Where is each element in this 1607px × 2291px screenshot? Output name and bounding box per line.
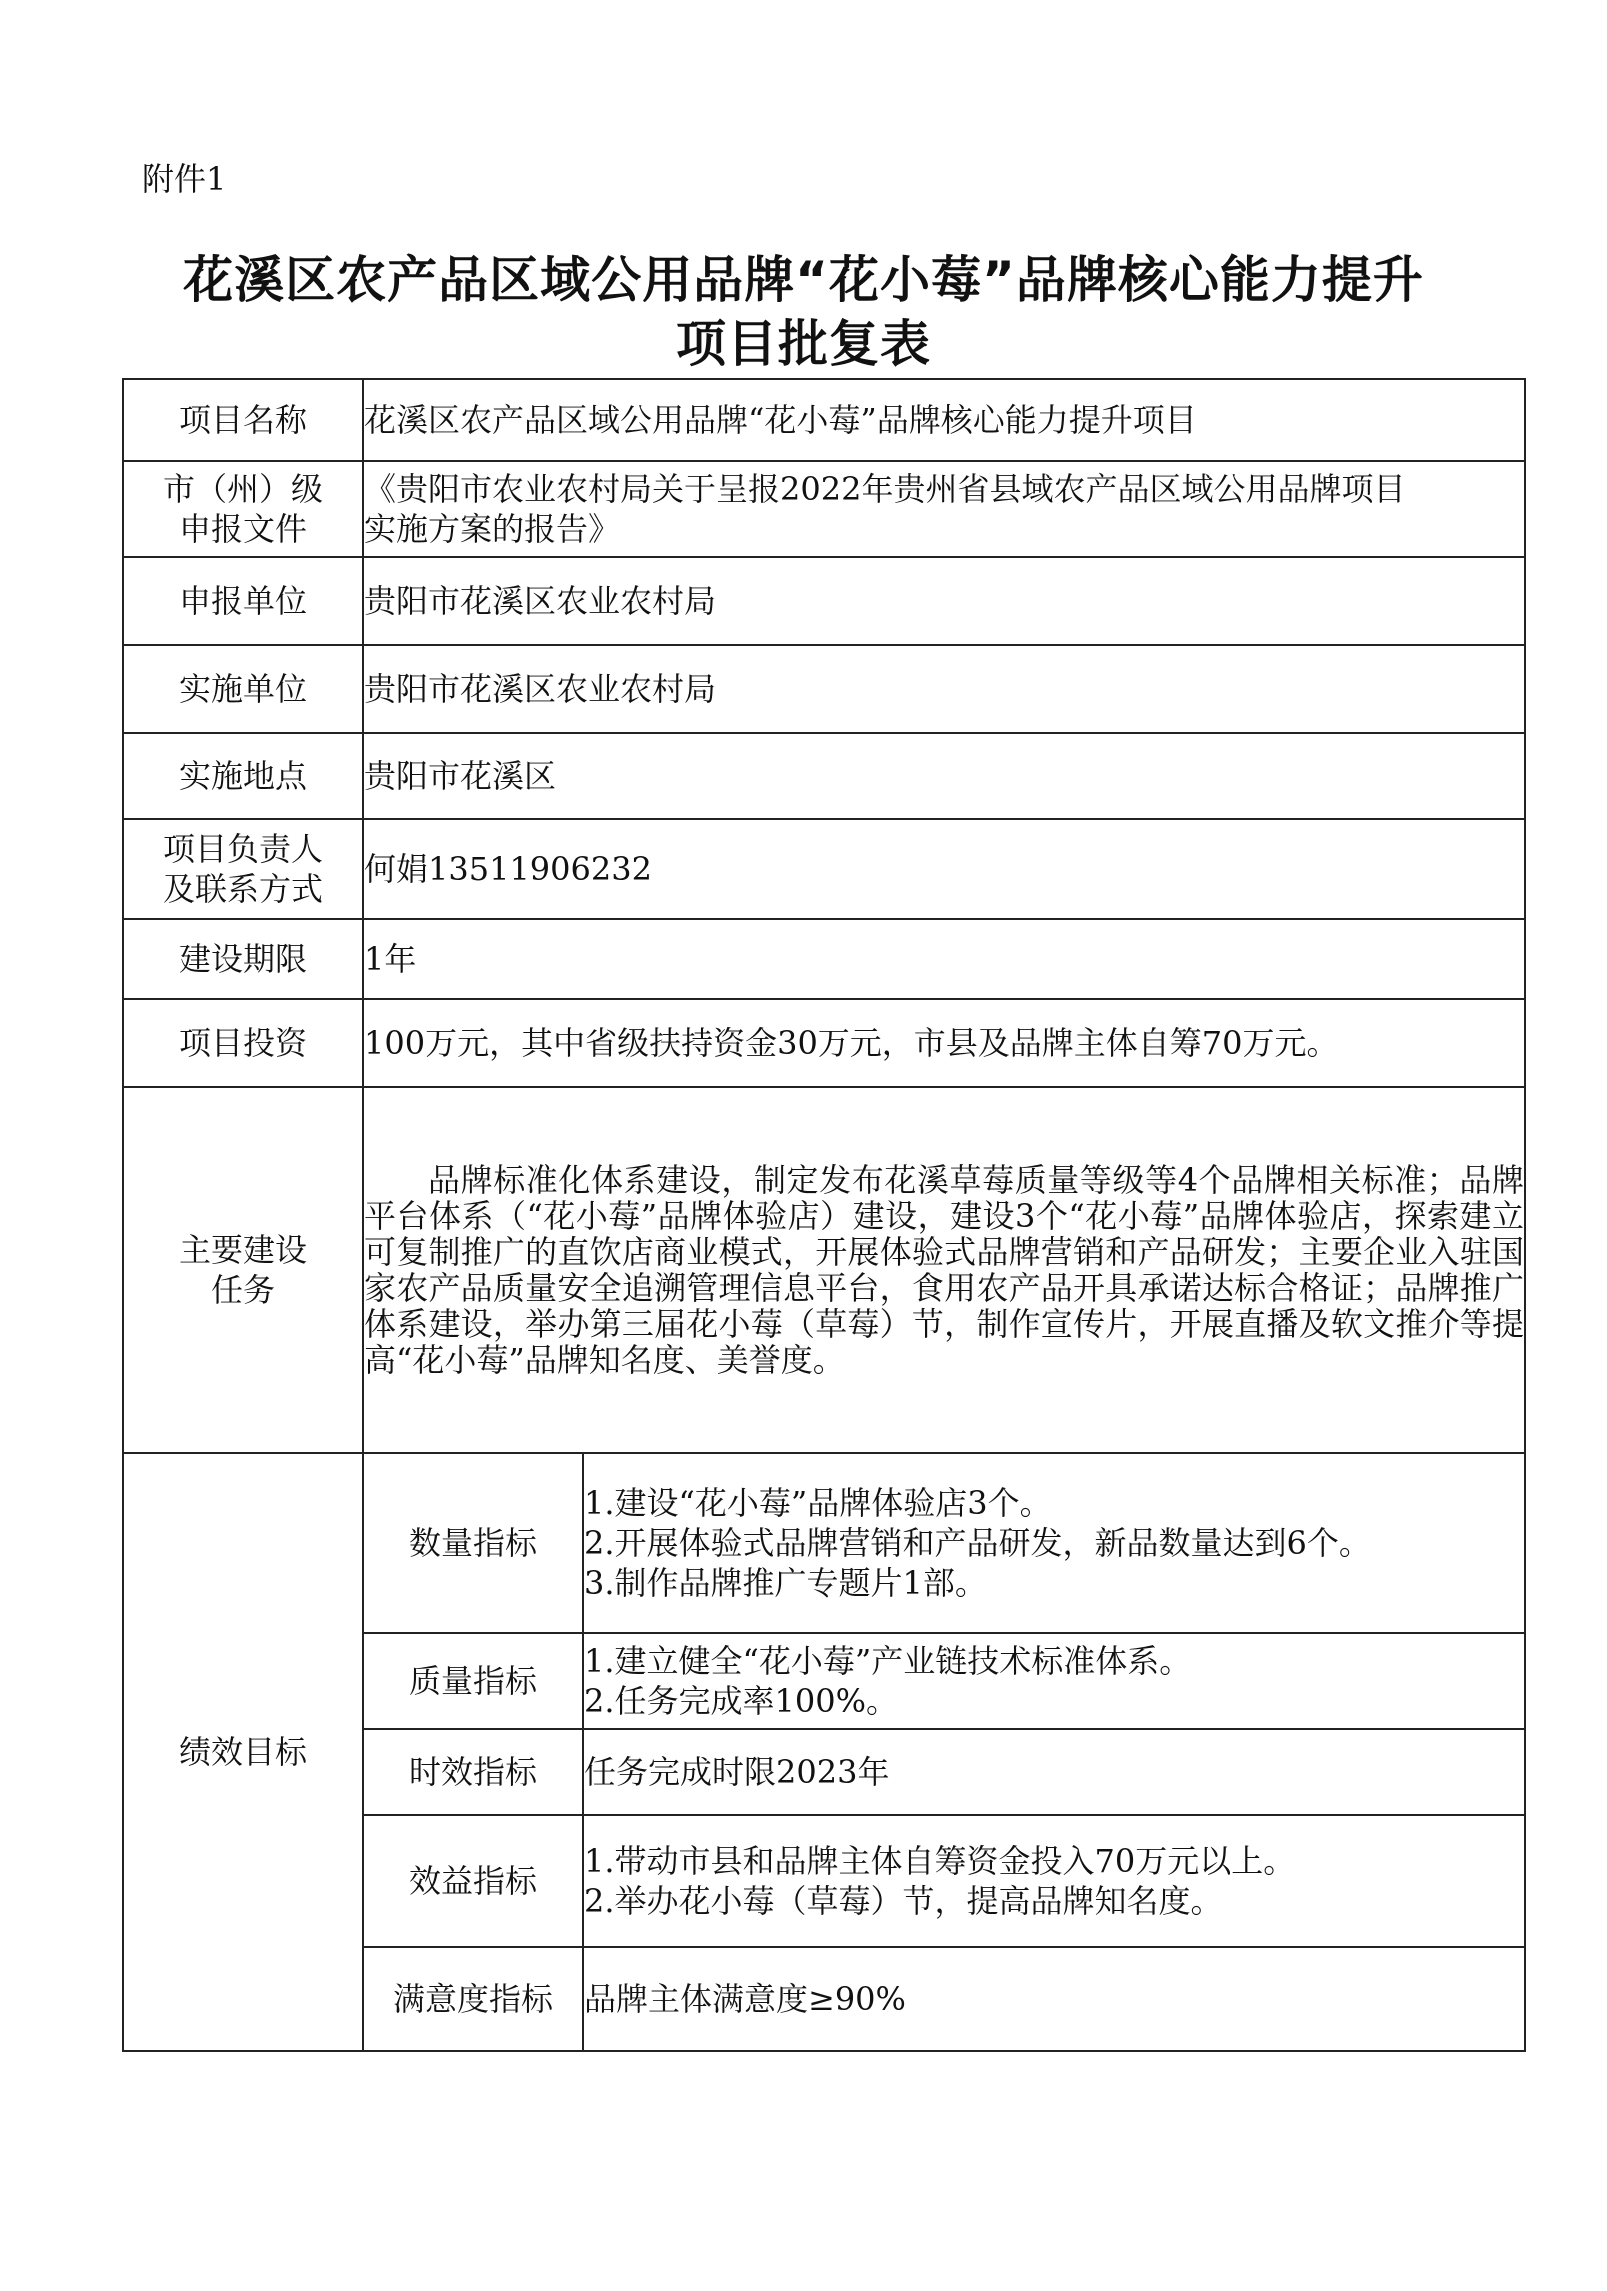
benefit-indicator-value bbox=[583, 1815, 1525, 1947]
filing-document-value-line1: 《贵阳市农业农村局关于呈报2022年贵州省县域农产品区域公用品牌项目 bbox=[364, 470, 1406, 508]
period-label: 建设期限 bbox=[123, 919, 363, 999]
attachment-label: 附件1 bbox=[142, 160, 227, 198]
main-tasks-label-line2: 任务 bbox=[210, 1271, 275, 1309]
timeliness-indicator-value: 任务完成时限2023年 bbox=[583, 1729, 1525, 1815]
table-row bbox=[123, 379, 1525, 461]
contact-value: 何娟13511906232 bbox=[363, 819, 1525, 919]
satisfaction-indicator-label: 满意度指标 bbox=[363, 1947, 583, 2051]
applicant-label: 申报单位 bbox=[123, 557, 363, 645]
document-title-line1: 花溪区农产品区域公用品牌“花小莓”品牌核心能力提升 bbox=[183, 251, 1424, 309]
location-value: 贵阳市花溪区 bbox=[363, 733, 1525, 819]
contact-label-line1: 项目负责人 bbox=[162, 830, 323, 868]
main-tasks-text: 品牌标准化体系建设，制定发布花溪草莓质量等级等4个品牌相关标准；品牌平台体系（“花小莓”品牌体验店）建设，建设3个“花小莓”品牌体验店，探索建立可复制推广的直饮店商业模式，开展体验式品牌营销和产品研发；主要企业入驻国家农产品质量安全追溯管理信息平台，食用农产品开具承诺达标合格证；品牌推广体系建设，举办第三届花小莓（草莓）节，制作宣传片，开展直播及软文推介等提高“花小莓”品牌知名度、美誉度。 bbox=[364, 1161, 1525, 1379]
quantity-indicator-label: 数量指标 bbox=[363, 1453, 583, 1633]
table-row bbox=[123, 999, 1525, 1087]
approval-table bbox=[122, 378, 1526, 2052]
table-row bbox=[123, 919, 1525, 999]
location-label: 实施地点 bbox=[123, 733, 363, 819]
filing-document-label-line2: 申报文件 bbox=[178, 510, 307, 548]
filing-document-value bbox=[363, 461, 1525, 557]
contact-label-line2: 及联系方式 bbox=[162, 870, 323, 908]
quality-indicator-value bbox=[583, 1633, 1525, 1729]
project-name-label: 项目名称 bbox=[123, 379, 363, 461]
applicant-value: 贵阳市花溪区农业农村局 bbox=[363, 557, 1525, 645]
table-row bbox=[123, 645, 1525, 733]
timeliness-indicator-label: 时效指标 bbox=[363, 1729, 583, 1815]
quantity-item: 2.开展体验式品牌营销和产品研发，新品数量达到6个。 bbox=[584, 1524, 1371, 1562]
quality-item: 1.建立健全“花小莓”产业链技术标准体系。 bbox=[584, 1642, 1192, 1680]
table-row bbox=[123, 461, 1525, 557]
satisfaction-indicator-value: 品牌主体满意度≥90% bbox=[583, 1947, 1525, 2051]
table-row bbox=[123, 557, 1525, 645]
main-tasks-value bbox=[363, 1087, 1525, 1453]
table-row bbox=[123, 1453, 1525, 1633]
benefit-indicator-label: 效益指标 bbox=[363, 1815, 583, 1947]
quantity-item: 1.建设“花小莓”品牌体验店3个。 bbox=[584, 1484, 1052, 1522]
investment-label: 项目投资 bbox=[123, 999, 363, 1087]
investment-value: 100万元，其中省级扶持资金30万元，市县及品牌主体自筹70万元。 bbox=[363, 999, 1525, 1087]
performance-label: 绩效目标 bbox=[123, 1453, 363, 2051]
quality-item: 2.任务完成率100%。 bbox=[584, 1682, 899, 1720]
quality-indicator-label: 质量指标 bbox=[363, 1633, 583, 1729]
implementer-value: 贵阳市花溪区农业农村局 bbox=[363, 645, 1525, 733]
main-tasks-label-line1: 主要建设 bbox=[178, 1231, 307, 1269]
table-row bbox=[123, 1087, 1525, 1453]
benefit-item: 1.带动市县和品牌主体自筹资金投入70万元以上。 bbox=[584, 1842, 1296, 1880]
table-row bbox=[123, 819, 1525, 919]
document-title-line2: 项目批复表 bbox=[676, 315, 931, 373]
filing-document-value-line2: 实施方案的报告》 bbox=[364, 510, 621, 548]
main-tasks-label bbox=[123, 1087, 363, 1453]
quantity-indicator-value bbox=[583, 1453, 1525, 1633]
period-value: 1年 bbox=[363, 919, 1525, 999]
project-name-value: 花溪区农产品区域公用品牌“花小莓”品牌核心能力提升项目 bbox=[363, 379, 1525, 461]
table-row bbox=[123, 733, 1525, 819]
implementer-label: 实施单位 bbox=[123, 645, 363, 733]
filing-document-label-line1: 市（州）级 bbox=[162, 470, 323, 508]
contact-label bbox=[123, 819, 363, 919]
filing-document-label bbox=[123, 461, 363, 557]
benefit-item: 2.举办花小莓（草莓）节，提高品牌知名度。 bbox=[584, 1882, 1223, 1920]
quantity-item: 3.制作品牌推广专题片1部。 bbox=[584, 1564, 987, 1602]
